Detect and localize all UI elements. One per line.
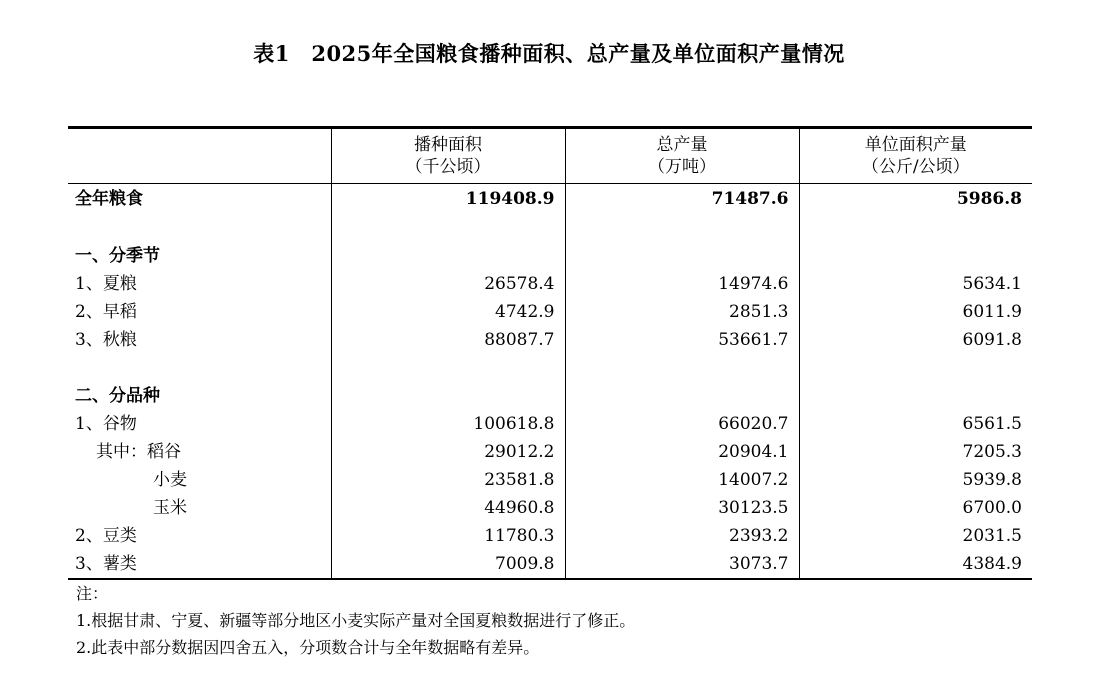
header-total-output [565, 128, 799, 184]
cell-yield: 2031.5 [962, 526, 1022, 546]
cell-output: 3073.7 [565, 550, 799, 579]
note-item: 2.此表中部分数据因四舍五入，分项数合计与全年数据略有差异。 [76, 638, 540, 657]
table-notes [76, 580, 635, 661]
row-label: 3、薯类 [68, 550, 331, 579]
cell-area: 44960.8 [331, 494, 565, 522]
header-blank-cell [68, 128, 331, 184]
cell-output: 20904.1 [565, 438, 799, 466]
row-label: 玉米 [68, 494, 331, 522]
cell-area: 119408.9 [331, 184, 565, 215]
header-sown-area [331, 128, 565, 184]
cell-area: 29012.2 [331, 438, 565, 466]
row-label: 2、早稻 [68, 298, 331, 326]
table-row-beans [68, 522, 1032, 550]
table-row-wheat [68, 466, 1032, 494]
cell-output: 53661.7 [565, 326, 799, 354]
cell-yield: 5939.8 [962, 470, 1022, 490]
cell-output: 2393.2 [565, 522, 799, 550]
cell-yield: 6561.5 [962, 414, 1022, 434]
table-row-total [68, 184, 1032, 215]
notes-heading: 注： [76, 584, 109, 603]
cell-area: 11780.3 [331, 522, 565, 550]
row-label: 3、秋粮 [68, 326, 331, 354]
cell-yield: 6011.9 [962, 302, 1022, 322]
row-label: 小麦 [68, 466, 331, 494]
cell-area: 88087.7 [331, 326, 565, 354]
header-label: 总产量 [656, 135, 708, 155]
cell-output: 66020.7 [565, 410, 799, 438]
cell-output: 2851.3 [565, 298, 799, 326]
table-row-early-rice [68, 298, 1032, 326]
header-unit: （千公顷） [405, 157, 491, 177]
cell-output: 14007.2 [565, 466, 799, 494]
note-item: 1.根据甘肃、宁夏、新疆等部分地区小麦实际产量对全国夏粮数据进行了修正。 [76, 611, 636, 630]
row-label: 1、谷物 [68, 410, 331, 438]
table-row-summer-grain [68, 270, 1032, 298]
cell-yield: 5986.8 [956, 189, 1022, 209]
table-title: 表1 2025年全国粮食播种面积、总产量及单位面积产量情况 [253, 41, 845, 66]
table-row-corn [68, 494, 1032, 522]
table-spacer-row [68, 354, 1032, 382]
cell-area: 7009.8 [331, 550, 565, 579]
cell-area: 23581.8 [331, 466, 565, 494]
cell-output: 30123.5 [565, 494, 799, 522]
header-unit: （万吨） [648, 157, 716, 177]
section-label: 二、分品种 [68, 382, 331, 410]
cell-output: 71487.6 [565, 184, 799, 215]
table-row-variety-header [68, 382, 1032, 410]
cell-area: 26578.4 [331, 270, 565, 298]
cell-yield: 7205.3 [962, 442, 1022, 462]
header-unit: （公斤/公顷） [861, 157, 970, 177]
cell-yield: 4384.9 [799, 550, 1032, 579]
header-yield-per-unit [799, 128, 1032, 184]
row-label: 全年粮食 [68, 184, 331, 215]
row-label: 其中：稻谷 [68, 438, 331, 466]
header-label: 单位面积产量 [864, 135, 967, 155]
cell-area: 4742.9 [331, 298, 565, 326]
row-label: 1、夏粮 [68, 270, 331, 298]
table-row-tubers [68, 550, 1032, 579]
table-spacer-row [68, 214, 1032, 242]
cell-yield: 5634.1 [962, 274, 1022, 294]
cell-yield: 6091.8 [962, 330, 1022, 350]
cell-area: 100618.8 [331, 410, 565, 438]
table-row-cereals [68, 410, 1032, 438]
cell-output: 14974.6 [565, 270, 799, 298]
header-label: 播种面积 [414, 135, 482, 155]
row-label: 2、豆类 [68, 522, 331, 550]
section-label: 一、分季节 [68, 242, 331, 270]
table-row-season-header [68, 242, 1032, 270]
cell-yield: 6700.0 [962, 498, 1022, 518]
header-row [68, 128, 1032, 184]
table-row-autumn-grain [68, 326, 1032, 354]
table-row-rice [68, 438, 1032, 466]
grain-statistics-table [68, 126, 1032, 580]
